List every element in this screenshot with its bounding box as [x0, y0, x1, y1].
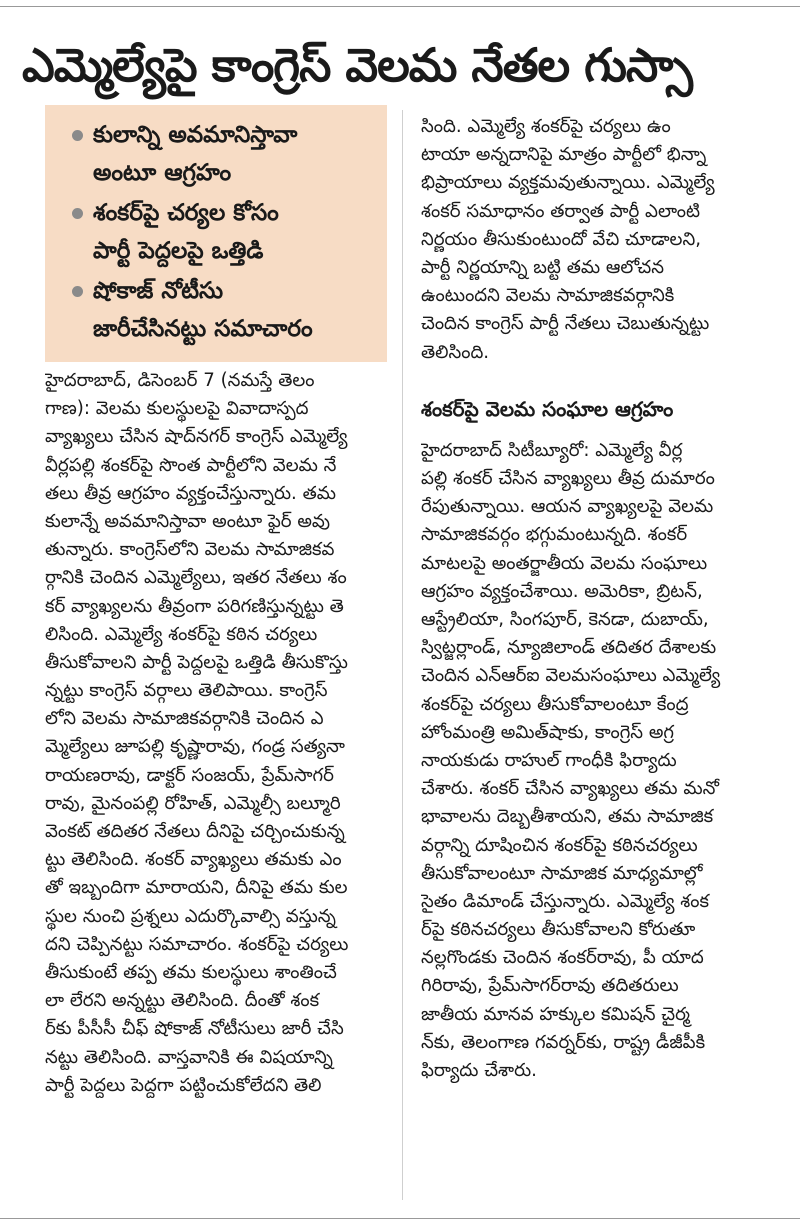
text-line: సైతం డిమాండ్ చేస్తున్నారు. ఎమ్మెల్యే శంక — [421, 890, 709, 912]
text-line: నాయకుడు రాహుల్ గాంధీకి ఫిర్యాదు — [421, 749, 677, 771]
text-line: శంకర్‌పై చర్యలు తీసుకోవాలంటూ కేంద్ర — [421, 693, 689, 715]
text-line: ర్‌పై కఠినచర్యలు తీసుకోవాలని కోరుతూ — [421, 919, 696, 941]
text-line: నట్టు తెలిసింది. వాస్తవానికి ఈ విషయాన్ని — [45, 1046, 333, 1068]
highlight-line: పార్టీ పెద్దలపై ఒత్తిడి — [93, 238, 264, 264]
text-line: స్విట్జర్లాండ్, న్యూజిలాండ్ తదితర దేశాలకు — [421, 637, 717, 659]
highlight-line: అంటూ ఆగ్రహం — [93, 160, 232, 186]
text-line: హోంమంత్రి అమిత్‌షాకు, కాంగ్రెస్ అగ్ర — [421, 721, 675, 743]
text-line: నిర్ణయం తీసుకుంటుందో వేచి చూడాలని, — [421, 228, 702, 250]
section-gap — [421, 367, 777, 395]
text-line: చెందిన కాంగ్రెస్ పార్టీ నేతలు చెబుతున్నట్టు — [421, 313, 710, 335]
subheading: శంకర్‌పై వెలమ సంఘాల ఆగ్రహం — [421, 396, 674, 421]
text-line: న్నట్టు కాంగ్రెస్ వర్గాలు తెలిపాయి. కాంగ్రెస్ — [45, 680, 328, 702]
text-line: రావు, మైనంపల్లి రోహిత్, ఎమ్మెల్సీ బల్మూరి — [45, 792, 341, 814]
bullet-icon — [72, 130, 83, 141]
highlight-line: కులాన్ని అవమానిస్తావా — [93, 122, 298, 148]
text-line: భిప్రాయాలు వ్యక్తమవుతున్నాయి. ఎమ్మెల్యే — [421, 172, 715, 194]
text-line: శంకర్ సమాధానం తర్వాత పార్టీ ఎలాంటి — [421, 200, 701, 222]
column-divider — [402, 110, 403, 1200]
text-line: మాటలపై అంతర్జాతీయ వెలమ సంఘాలు — [421, 552, 708, 574]
text-line: ర్గానికి చెందిన ఎమ్మెల్యేలు, ఇతర నేతలు శం — [45, 567, 347, 589]
text-line: ట్టు తెలిసింది. శంకర్ వ్యాఖ్యలు తమకు ఎం — [45, 849, 342, 871]
top-border — [0, 6, 800, 7]
text-line: తున్నారు. కాంగ్రెస్‌లోని వెలమ సామాజికవ — [45, 539, 335, 561]
text-line: భావాలను దెబ్బతీశాయని, తమ సామాజిక — [421, 806, 714, 828]
text-line: ర్‌కు పీసీసీ చీఫ్ షోకాజ్ నోటీసులు జారీ చేసి — [45, 1018, 344, 1040]
text-line: ఆగ్రహం వ్యక్తంచేశాయి. అమెరికా, బ్రిటన్, — [421, 580, 703, 602]
text-line: సామాజికవర్గం భగ్గుమంటున్నది. శంకర్ — [421, 524, 688, 546]
text-line: తో ఇబ్బందిగా మారాయని, దీనిపై తమ కుల — [45, 877, 348, 899]
text-line: లోని వెలమ సామాజికవర్గానికి చెందిన ఎ — [45, 708, 324, 730]
text-line: లిసింది. ఎమ్మెల్యే శంకర్‌పై కఠిన చర్యలు — [45, 623, 318, 645]
text-line: పార్టీ పెద్దలు పెద్దగా పట్టించుకోలేదని తెలి — [45, 1074, 322, 1096]
text-line: నల్లగొండకు చెందిన శంకర్‌రావు, పీ యాద — [421, 947, 704, 969]
text-line: గిరిరావు, ప్రేమ్‌సాగర్‌రావు తదితరులు — [421, 975, 679, 997]
headline: ఎమ్మెల్యేపై కాంగ్రెస్ వెలమ నేతల గుస్సా — [22, 38, 692, 92]
highlight-line: జారీచేసినట్టు సమాచారం — [93, 316, 313, 342]
left-column-text — [45, 367, 390, 1100]
text-line: వెంకట్ తదితర నేతలు దీనిపై చర్చించుకున్న — [45, 821, 345, 842]
bullet-icon — [72, 208, 83, 219]
text-line: జాతీయ మానవ హక్కుల కమిషన్ చైర్మ — [421, 1003, 690, 1025]
bullet-icon — [72, 286, 83, 297]
text-line: సింది. ఎమ్మెల్యే శంకర్‌పై చర్యలు ఉం — [421, 116, 671, 137]
section-gap — [421, 423, 777, 437]
text-line: మ్మెల్యేలు జూపల్లి కృష్ణారావు, గండ్ర సత్యనా — [45, 736, 345, 758]
text-line: ఆస్ట్రేలియా, సింగపూర్, కెనడా, దుబాయ్, — [421, 609, 709, 630]
text-line: పార్టీ నిర్ణయాన్ని బట్టి తమ ఆలోచన — [421, 256, 664, 278]
text-line: దని చెప్పినట్టు సమాచారం. శంకర్‌పై చర్యలు — [45, 933, 349, 955]
text-line: వీర్లపల్లి శంకర్‌పై సొంత పార్టీలోని వెలమ నే — [45, 454, 337, 476]
right-column-text-top — [421, 113, 777, 367]
highlights-box — [45, 105, 387, 362]
text-line: వర్గాన్ని దూషించిన శంకర్‌పై కఠినచర్యలు — [421, 834, 698, 856]
right-column-text-bottom — [421, 437, 777, 1085]
highlight-line: శంకర్‌పై చర్యల కోసం — [93, 200, 279, 226]
right-column — [421, 113, 777, 1085]
text-line: కులాన్నే అవమానిస్తావా అంటూ ఫైర్ అవు — [45, 510, 331, 532]
text-line: చేశారు. శంకర్ చేసిన వ్యాఖ్యలు తమ మనో — [421, 778, 719, 800]
text-line: టాయా అన్నదానిపై మాత్రం పార్టీలో భిన్నా — [421, 144, 707, 166]
text-line: చెందిన ఎన్‌ఆర్‌ఐ వెలమసంఘాలు ఎమ్మెల్యే — [421, 665, 721, 687]
text-line: పల్లి శంకర్ చేసిన వ్యాఖ్యలు తీవ్ర దుమారం — [421, 468, 715, 490]
text-line: తలు తీవ్ర ఆగ్రహం వ్యక్తంచేస్తున్నారు. తమ — [45, 482, 337, 504]
text-line: హైదరాబాద్, డిసెంబర్ 7 (నమస్తే తెలం — [45, 370, 315, 391]
highlight-line: షోకాజ్ నోటీసు — [93, 278, 224, 304]
text-line: హైదరాబాద్ సిటీబ్యూరో: ఎమ్మెల్యే వీర్ల — [421, 439, 683, 461]
text-line: రేపుతున్నాయి. ఆయన వ్యాఖ్యలపై వెలమ — [421, 496, 714, 518]
text-line: గాణ): వెలమ కులస్థులపై వివాదాస్పద — [45, 398, 309, 420]
text-line: ఫిర్యాదు చేశారు. — [421, 1060, 537, 1081]
text-line: తెలిసింది. — [421, 341, 490, 363]
text-line: తీసుకుంటే తప్ప తమ కులస్థులు శాంతించే — [45, 961, 337, 983]
text-line: ఉంటుందని వెలమ సామాజికవర్గానికి — [421, 285, 675, 307]
text-line: రాయణరావు, డాక్టర్ సంజయ్, ప్రేమ్‌సాగర్ — [45, 764, 334, 786]
text-line: కర్ వ్యాఖ్యలను తీవ్రంగా పరిగణిస్తున్నట్టు తె — [45, 595, 344, 617]
text-line: లా లేరని అన్నట్టు తెలిసింది. దీంతో శంక — [45, 990, 320, 1012]
text-line: స్థుల నుంచి ప్రశ్నలు ఎదుర్కొవాల్సి వస్తున్న — [45, 905, 336, 927]
text-line: తీసుకోవాలని పార్టీ పెద్దలపై ఒత్తిడి తీసుకొస్తు — [45, 651, 348, 673]
text-line: తీసుకోవాలంటూ సామాజిక మాధ్యమాల్లో — [421, 862, 703, 884]
text-line: న్‌కు, తెలంగాణ గవర్నర్‌కు, రాష్ట్ర డీజీపీకి — [421, 1031, 706, 1053]
bottom-border — [0, 1218, 800, 1219]
text-line: వ్యాఖ్యలు చేసిన షాద్‌నగర్ కాంగ్రెస్ ఎమ్మెల్యే — [45, 426, 348, 448]
